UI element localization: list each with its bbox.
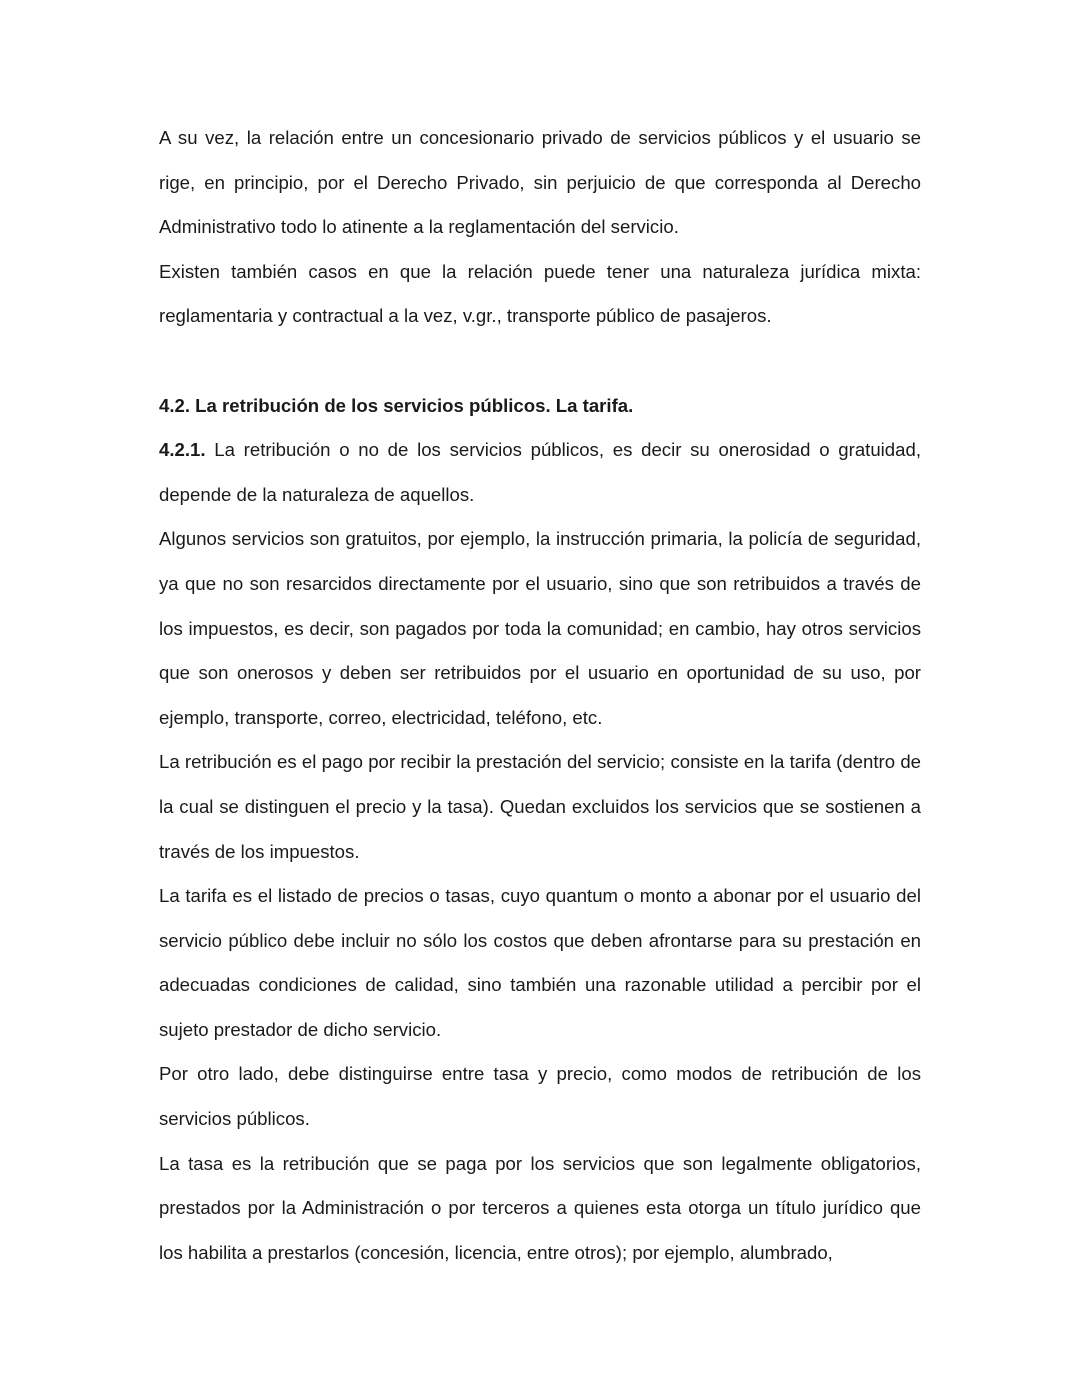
section-heading: 4.2. La retribución de los servicios públicos. La tarifa. <box>159 394 634 416</box>
subsection-number: 4.2.1. <box>159 439 206 461</box>
subsection-text: La retribución o no de los servicios públicos, es decir su onerosidad o gratuidad, depende de la naturaleza de aquellos. <box>159 439 921 505</box>
document-page <box>159 116 921 1275</box>
paragraph-tasa-precio: Por otro lado, debe distinguirse entre tasa y precio, como modos de retribución de los servicios públicos. <box>159 1063 921 1130</box>
paragraph-servicios-gratuitos: Algunos servicios son gratuitos, por ejemplo, la instrucción primaria, la policía de seguridad, ya que no son resarcidos directamente por el usuario, sino que son retribuidos a través de los impuestos, es decir, son pagados por toda la comunidad; en cambio, hay otros servicios que son onerosos y deben ser retribuidos por el usuario en oportunidad de su uso, por ejemplo, transporte, correo, electricidad, teléfono, etc. <box>159 528 921 728</box>
paragraph-subsection-4-2-1 <box>159 428 921 517</box>
paragraph-tarifa: La tarifa es el listado de precios o tasas, cuyo quantum o monto a abonar por el usuario del servicio público debe incluir no sólo los costos que deben afrontarse para su prestación en adecuadas condiciones de calidad, sino también una razonable utilidad a percibir por el sujeto prestador de dicho servicio. <box>159 885 921 1040</box>
paragraph-tasa: La tasa es la retribución que se paga por los servicios que son legalmente obligatorios, prestados por la Administración o por terceros a quienes esta otorga un título jurídico que los habilita a prestarlos (concesión, licencia, entre otros); por ejemplo, alumbrado, <box>159 1152 921 1263</box>
paragraph-retribucion: La retribución es el pago por recibir la prestación del servicio; consiste en la tarifa (dentro de la cual se distinguen el precio y la tasa). Quedan excluidos los servicios que se sostienen a través de los impuestos. <box>159 751 921 862</box>
paragraph-naturaleza-mixta: Existen también casos en que la relación puede tener una naturaleza jurídica mixta: reglamentaria y contractual a la vez, v.gr., transporte público de pasajeros. <box>159 260 921 327</box>
paragraph-concesionario: A su vez, la relación entre un concesionario privado de servicios públicos y el usuario se rige, en principio, por el Derecho Privado, sin perjuicio de que corresponda al Derecho Administrativo todo lo atinente a la reglamentación del servicio. <box>159 127 921 238</box>
section-spacer <box>159 339 921 384</box>
